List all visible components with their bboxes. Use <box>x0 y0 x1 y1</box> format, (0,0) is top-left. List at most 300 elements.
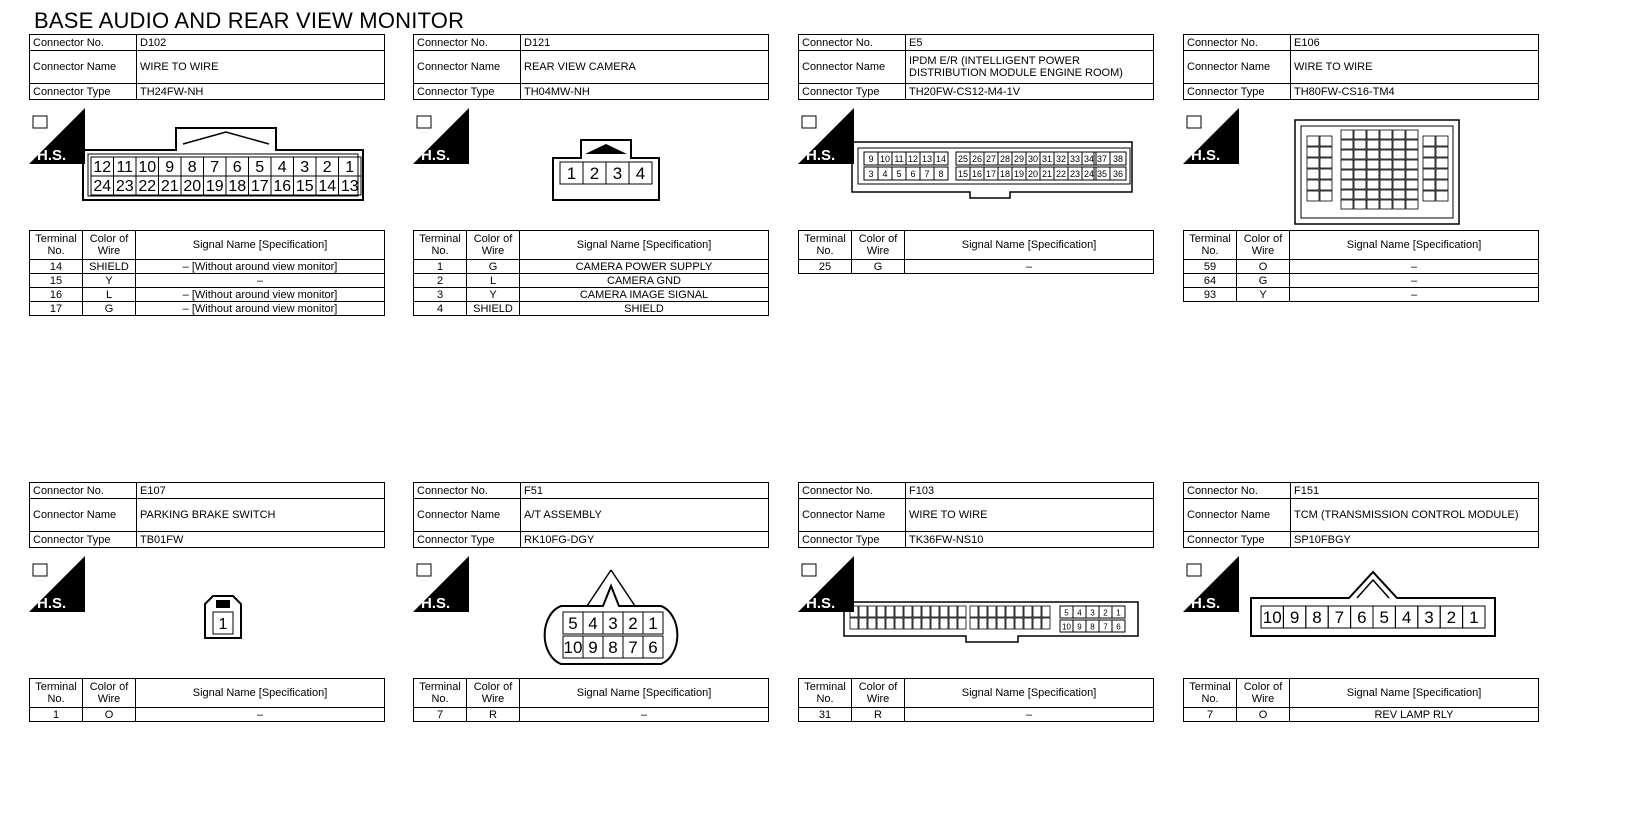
terminal-cell: 14 <box>30 260 83 274</box>
svg-text:2: 2 <box>322 158 332 176</box>
pin-cell <box>958 618 966 629</box>
terminal-cell: 7 <box>1184 708 1237 722</box>
table-row <box>30 302 385 316</box>
table-row <box>1184 288 1539 302</box>
pin-2 <box>316 157 339 176</box>
connector-face-e107 <box>201 592 245 642</box>
pin-35 <box>1094 167 1110 180</box>
connector-name-value: REAR VIEW CAMERA <box>521 51 769 84</box>
pin-cell <box>1406 200 1418 209</box>
terminal-no-header: Terminal No. <box>414 679 467 708</box>
pin-cell <box>877 618 885 629</box>
svg-text:37: 37 <box>1096 154 1108 165</box>
svg-text:H.S.: H.S. <box>1191 595 1221 612</box>
connector-info-table <box>1183 34 1539 100</box>
pin-cell <box>922 618 930 629</box>
connector-diagram <box>1183 548 1539 678</box>
color-cell: O <box>1237 708 1290 722</box>
svg-text:3: 3 <box>612 164 623 184</box>
pin-3 <box>1086 606 1099 618</box>
pin-11 <box>892 152 906 165</box>
color-cell: G <box>1237 274 1290 288</box>
terminal-cell: 2 <box>414 274 467 288</box>
pin-4 <box>271 157 294 176</box>
pin-cell <box>1367 130 1379 139</box>
pin-28 <box>998 152 1012 165</box>
pin-12 <box>906 152 920 165</box>
connector-info-table <box>1183 482 1539 548</box>
pin-row-bottom <box>864 167 1126 180</box>
terminal-no-header: Terminal No. <box>30 679 83 708</box>
hs-icon <box>1183 556 1239 612</box>
pin-7 <box>1328 606 1350 628</box>
signal-table <box>413 230 769 316</box>
svg-text:31: 31 <box>1041 154 1053 165</box>
pin-9 <box>159 157 182 176</box>
pin-cell <box>1380 170 1392 179</box>
connector-name-label: Connector Name <box>1184 499 1291 532</box>
svg-text:1: 1 <box>218 616 228 634</box>
pin-cell <box>940 606 948 617</box>
pin-1 <box>643 612 663 634</box>
terminal-cell: 17 <box>30 302 83 316</box>
svg-text:12: 12 <box>93 158 112 176</box>
pin-cell <box>970 606 978 617</box>
terminal-cell: 3 <box>414 288 467 302</box>
pin-cell <box>1436 180 1448 190</box>
pin-1 <box>213 612 233 634</box>
table-row <box>1184 260 1539 274</box>
svg-text:7: 7 <box>924 169 930 180</box>
pin-cell <box>904 606 912 617</box>
color-header: Color of Wire <box>852 231 905 260</box>
pin-cell <box>1307 180 1319 190</box>
terminal-cell: 93 <box>1184 288 1237 302</box>
pin-row-top <box>864 152 1126 165</box>
svg-text:13: 13 <box>340 177 359 195</box>
pin-cell <box>1423 191 1435 201</box>
pin-cell <box>1006 618 1014 629</box>
svg-text:9: 9 <box>165 158 175 176</box>
table-row <box>30 708 385 722</box>
pin-cell <box>1015 618 1023 629</box>
color-cell: O <box>83 708 136 722</box>
svg-text:21: 21 <box>1041 169 1053 180</box>
pin-cell <box>931 618 939 629</box>
svg-text:14: 14 <box>318 177 337 195</box>
svg-text:10: 10 <box>879 154 891 165</box>
hs-icon <box>29 556 85 612</box>
svg-text:24: 24 <box>93 177 112 195</box>
pin-cell <box>913 618 921 629</box>
connector-no-label: Connector No. <box>414 35 521 51</box>
pin-cell <box>1380 130 1392 139</box>
svg-text:16: 16 <box>971 169 983 180</box>
pin-cell <box>1354 130 1366 139</box>
connector-type-label: Connector Type <box>30 532 137 548</box>
connector-no-label: Connector No. <box>30 35 137 51</box>
pin-cell <box>1042 618 1050 629</box>
svg-text:4: 4 <box>588 614 598 634</box>
connector-face-e106 <box>1293 116 1463 228</box>
svg-text:8: 8 <box>1090 622 1095 632</box>
svg-text:33: 33 <box>1069 154 1081 165</box>
pin-8 <box>603 636 623 658</box>
pin-cell <box>1015 606 1023 617</box>
pin-cell <box>1423 136 1435 146</box>
svg-text:5: 5 <box>255 158 265 176</box>
connector-type-value: TH80FW-CS16-TM4 <box>1291 84 1539 100</box>
svg-text:21: 21 <box>160 177 179 195</box>
svg-text:26: 26 <box>971 154 983 165</box>
svg-text:10: 10 <box>138 158 157 176</box>
svg-text:3: 3 <box>300 158 310 176</box>
svg-text:23: 23 <box>115 177 134 195</box>
color-cell: SHIELD <box>83 260 136 274</box>
svg-text:38: 38 <box>1112 154 1124 165</box>
pin-cell <box>1341 160 1353 169</box>
pin-cell <box>859 606 867 617</box>
pin-cell <box>1393 150 1405 159</box>
table-row <box>1184 708 1539 722</box>
pin-cell <box>1341 170 1353 179</box>
pin-3 <box>603 612 623 634</box>
connector-name-label: Connector Name <box>30 499 137 532</box>
svg-text:H.S.: H.S. <box>806 595 836 612</box>
pin-2 <box>583 162 606 184</box>
connector-face-e5 <box>850 138 1140 202</box>
pin-4 <box>1073 606 1086 618</box>
pin-8 <box>181 157 204 176</box>
pin-cell <box>1406 170 1418 179</box>
connector-type-label: Connector Type <box>414 532 521 548</box>
signal-header: Signal Name [Specification] <box>905 231 1154 260</box>
terminal-cell: 25 <box>799 260 852 274</box>
terminal-cell: 59 <box>1184 260 1237 274</box>
connector-type-label: Connector Type <box>30 84 137 100</box>
pin-grid <box>1307 130 1448 209</box>
pin-31 <box>1040 152 1054 165</box>
color-cell: Y <box>83 274 136 288</box>
connector-no-label: Connector No. <box>799 35 906 51</box>
svg-text:15: 15 <box>295 177 314 195</box>
terminal-cell: 31 <box>799 708 852 722</box>
pin-cell <box>1367 140 1379 149</box>
svg-text:22: 22 <box>1055 169 1067 180</box>
color-cell: L <box>467 274 520 288</box>
pin-12 <box>91 157 114 176</box>
svg-text:1: 1 <box>566 164 577 184</box>
terminal-cell: 1 <box>414 260 467 274</box>
signal-cell: REV LAMP RLY <box>1290 708 1539 722</box>
svg-text:8: 8 <box>187 158 197 176</box>
color-cell: G <box>852 260 905 274</box>
table-row <box>414 274 769 288</box>
pin-cell <box>877 606 885 617</box>
pin-cell <box>940 618 948 629</box>
signal-table <box>29 230 385 316</box>
connector-diagram <box>413 100 769 230</box>
pin-cell <box>1367 180 1379 189</box>
pin-21 <box>1040 167 1054 180</box>
svg-text:36: 36 <box>1112 169 1124 180</box>
connector-name-label: Connector Name <box>1184 51 1291 84</box>
pin-6 <box>906 167 920 180</box>
table-row <box>414 288 769 302</box>
pin-5 <box>1373 606 1395 628</box>
signal-cell: – <box>520 708 769 722</box>
signal-header: Signal Name [Specification] <box>136 231 385 260</box>
pin-row-bottom <box>563 636 663 658</box>
signal-table <box>29 678 385 722</box>
svg-text:11: 11 <box>116 158 134 176</box>
pin-7 <box>623 636 643 658</box>
pin-20 <box>1026 167 1040 180</box>
svg-text:6: 6 <box>232 158 242 176</box>
signal-cell: – [Without around view monitor] <box>136 302 385 316</box>
pin-cell <box>1406 160 1418 169</box>
pin-cell <box>1341 200 1353 209</box>
color-cell: R <box>852 708 905 722</box>
connector-diagram <box>1183 100 1539 230</box>
pin-cell <box>1042 606 1050 617</box>
pin-cell <box>1341 130 1353 139</box>
pin-36 <box>1110 167 1126 180</box>
pin-cell <box>997 618 1005 629</box>
connector-block-f103 <box>798 482 1154 722</box>
connector-type-label: Connector Type <box>414 84 521 100</box>
pin-cell <box>1320 180 1332 190</box>
pin-cell <box>1354 170 1366 179</box>
svg-text:35: 35 <box>1096 169 1108 180</box>
pin-cell <box>1423 169 1435 179</box>
connector-name-value: WIRE TO WIRE <box>1291 51 1539 84</box>
pin-20 <box>181 176 204 195</box>
pin-row <box>1261 606 1485 628</box>
table-row <box>414 260 769 274</box>
pin-row-top <box>1060 606 1125 618</box>
connector-block-e106 <box>1183 34 1539 302</box>
pin-21 <box>159 176 182 195</box>
pin-row <box>560 162 652 184</box>
pin-cell <box>1423 147 1435 157</box>
connector-diagram <box>413 548 769 678</box>
connector-name-value: PARKING BRAKE SWITCH <box>137 499 385 532</box>
pin-cell <box>1320 158 1332 168</box>
pin-23 <box>114 176 137 195</box>
connector-block-d102 <box>29 34 385 316</box>
pin-16 <box>271 176 294 195</box>
pin-10 <box>1261 606 1283 628</box>
pin-11 <box>114 157 137 176</box>
pin-cell <box>1436 158 1448 168</box>
pin-cell <box>1393 130 1405 139</box>
color-header: Color of Wire <box>1237 679 1290 708</box>
connector-type-value: RK10FG-DGY <box>521 532 769 548</box>
hs-icon <box>798 108 854 164</box>
svg-text:H.S.: H.S. <box>806 147 836 164</box>
svg-text:4: 4 <box>1401 608 1412 628</box>
pin-cell <box>1354 190 1366 199</box>
pin-cell <box>850 618 858 629</box>
svg-text:8: 8 <box>608 638 618 658</box>
table-row <box>799 260 1154 274</box>
table-row <box>414 708 769 722</box>
connector-name-label: Connector Name <box>799 499 906 532</box>
connector-type-label: Connector Type <box>1184 532 1291 548</box>
svg-text:4: 4 <box>277 158 287 176</box>
connector-type-value: SP10FBGY <box>1291 532 1539 548</box>
connector-no-value: F103 <box>906 483 1154 499</box>
pin-3 <box>1418 606 1440 628</box>
pin-cell <box>1354 180 1366 189</box>
pin-cell <box>1320 147 1332 157</box>
svg-text:22: 22 <box>138 177 157 195</box>
connector-info-table <box>798 34 1154 100</box>
svg-text:6: 6 <box>1116 622 1121 632</box>
pin-cell <box>850 606 858 617</box>
svg-text:7: 7 <box>628 638 638 658</box>
color-cell: G <box>83 302 136 316</box>
svg-text:10: 10 <box>1262 608 1282 628</box>
connector-type-value: TB01FW <box>137 532 385 548</box>
svg-text:7: 7 <box>1103 622 1108 632</box>
svg-text:5: 5 <box>896 169 902 180</box>
pin-22 <box>1054 167 1068 180</box>
svg-text:30: 30 <box>1027 154 1039 165</box>
signal-cell: – <box>136 708 385 722</box>
pin-row-bottom <box>91 176 361 195</box>
pin-15 <box>956 167 970 180</box>
svg-text:8: 8 <box>938 169 944 180</box>
pin-cell <box>1320 169 1332 179</box>
svg-text:8: 8 <box>1312 608 1322 628</box>
svg-text:H.S.: H.S. <box>37 147 67 164</box>
svg-text:25: 25 <box>957 154 969 165</box>
pin-17 <box>984 167 998 180</box>
signal-table <box>1183 678 1539 722</box>
pin-cell <box>1406 180 1418 189</box>
pin-4 <box>629 162 652 184</box>
pin-30 <box>1026 152 1040 165</box>
pin-6 <box>1351 606 1373 628</box>
hs-icon <box>1183 108 1239 164</box>
pin-22 <box>136 176 159 195</box>
svg-text:2: 2 <box>589 164 600 184</box>
pin-cell <box>1367 170 1379 179</box>
pin-4 <box>1395 606 1417 628</box>
terminal-cell: 15 <box>30 274 83 288</box>
terminal-cell: 16 <box>30 288 83 302</box>
pin-cell <box>1320 191 1332 201</box>
signal-header: Signal Name [Specification] <box>520 679 769 708</box>
signal-cell: – <box>136 274 385 288</box>
pin-cell <box>970 618 978 629</box>
connector-info-table <box>798 482 1154 548</box>
pin-cell <box>1393 160 1405 169</box>
pin-9 <box>1283 606 1305 628</box>
pin-cell <box>1380 140 1392 149</box>
signal-cell: – <box>1290 274 1539 288</box>
pin-17 <box>249 176 272 195</box>
pin-10 <box>136 157 159 176</box>
svg-text:16: 16 <box>273 177 292 195</box>
svg-text:3: 3 <box>608 614 618 634</box>
color-cell: L <box>83 288 136 302</box>
color-header: Color of Wire <box>83 231 136 260</box>
connector-type-value: TH24FW-NH <box>137 84 385 100</box>
connector-no-value: E106 <box>1291 35 1539 51</box>
svg-text:1: 1 <box>345 158 355 176</box>
pin-3 <box>864 167 878 180</box>
connector-block-e107 <box>29 482 385 722</box>
svg-text:3: 3 <box>1424 608 1434 628</box>
pin-cell <box>1436 136 1448 146</box>
connector-block-f51 <box>413 482 769 722</box>
pin-cell <box>1380 200 1392 209</box>
pin-4 <box>878 167 892 180</box>
svg-text:12: 12 <box>907 154 919 165</box>
svg-text:3: 3 <box>1090 608 1095 618</box>
pin-19 <box>204 176 227 195</box>
connector-type-label: Connector Type <box>799 84 906 100</box>
signal-cell: CAMERA IMAGE SIGNAL <box>520 288 769 302</box>
pin-grid-left <box>850 606 1050 629</box>
pin-2 <box>623 612 643 634</box>
terminal-no-header: Terminal No. <box>1184 679 1237 708</box>
svg-text:H.S.: H.S. <box>421 147 451 164</box>
pin-38 <box>1110 152 1126 165</box>
signal-cell: – <box>905 260 1154 274</box>
connector-info-table <box>413 34 769 100</box>
connector-name-label: Connector Name <box>799 51 906 84</box>
connector-diagram <box>798 100 1154 230</box>
svg-text:1: 1 <box>1116 608 1121 618</box>
connector-info-table <box>29 34 385 100</box>
pin-cell <box>904 618 912 629</box>
pin-32 <box>1054 152 1068 165</box>
terminal-no-header: Terminal No. <box>30 231 83 260</box>
pin-cell <box>988 618 996 629</box>
svg-text:1: 1 <box>648 614 658 634</box>
pin-9 <box>864 152 878 165</box>
connector-no-value: D121 <box>521 35 769 51</box>
pin-2 <box>1099 606 1112 618</box>
pin-cell <box>913 606 921 617</box>
pin-18 <box>998 167 1012 180</box>
table-row <box>30 260 385 274</box>
pin-cell <box>1354 160 1366 169</box>
pin-cell <box>1354 150 1366 159</box>
svg-text:6: 6 <box>1357 608 1367 628</box>
hs-icon <box>413 108 469 164</box>
connector-face-f51 <box>531 566 691 666</box>
pin-23 <box>1068 167 1082 180</box>
color-header: Color of Wire <box>83 679 136 708</box>
pin-1 <box>560 162 583 184</box>
pin-cell <box>1006 606 1014 617</box>
svg-text:11: 11 <box>894 154 904 165</box>
pin-cell <box>1033 606 1041 617</box>
pin-cell <box>979 606 987 617</box>
pin-cell <box>868 606 876 617</box>
signal-cell: CAMERA POWER SUPPLY <box>520 260 769 274</box>
pin-cell <box>1341 180 1353 189</box>
pin-row <box>213 612 233 634</box>
pin-5 <box>563 612 583 634</box>
pin-16 <box>970 167 984 180</box>
connector-diagram <box>29 100 385 230</box>
